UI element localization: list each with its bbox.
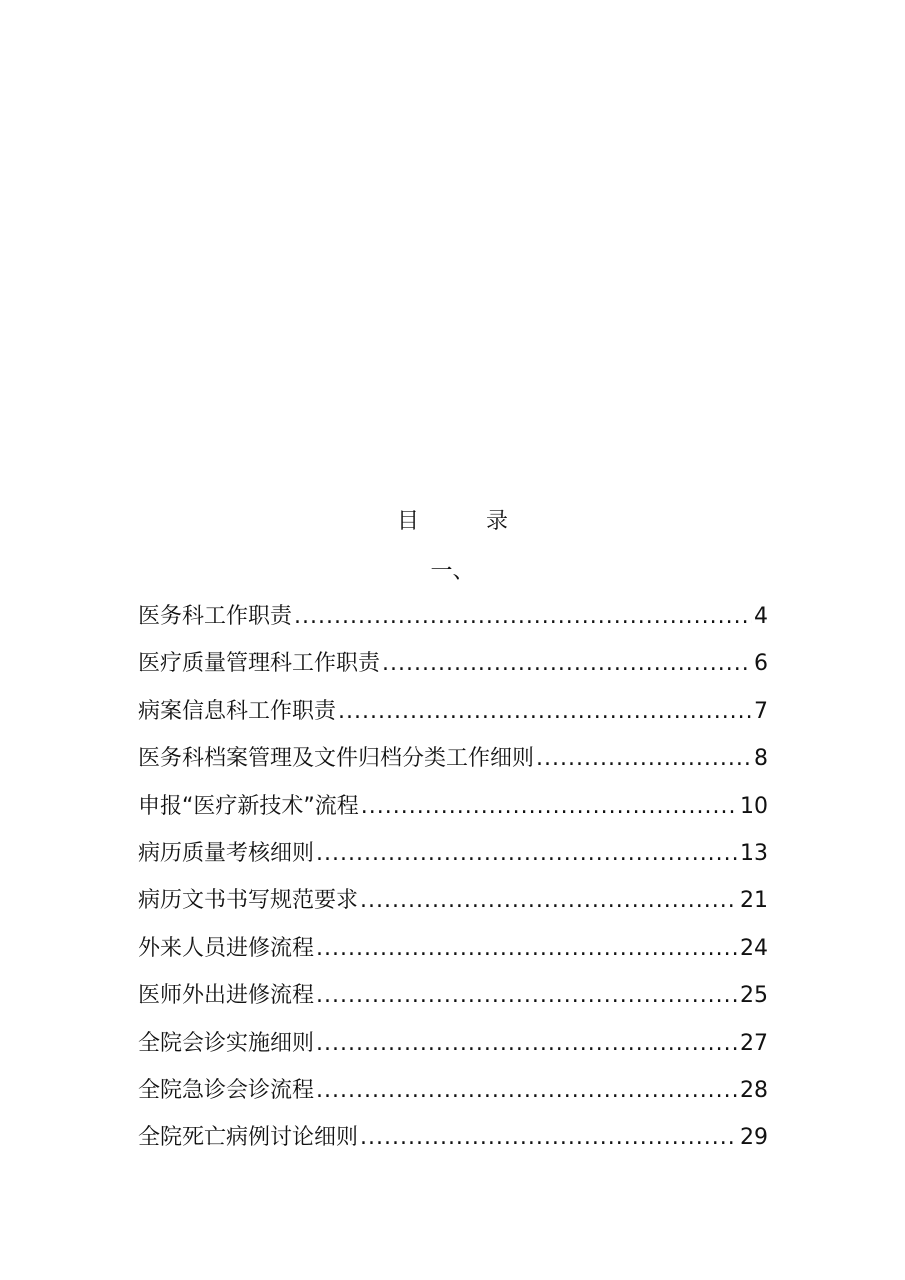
dot-leader bbox=[536, 740, 752, 778]
toc-entry-page: 21 bbox=[740, 888, 768, 914]
toc-entry-page: 29 bbox=[740, 1125, 768, 1151]
toc-entry-label: 医疗质量管理科工作职责 bbox=[138, 651, 381, 677]
toc-entry-label: 全院死亡病例讨论细则 bbox=[138, 1125, 359, 1151]
toc-entry-label: 外来人员进修流程 bbox=[138, 935, 315, 961]
toc-entry-page: 4 bbox=[754, 604, 768, 629]
toc-entry[interactable] bbox=[138, 882, 768, 929]
toc-entry-page: 28 bbox=[740, 1077, 768, 1103]
toc-entry[interactable] bbox=[138, 835, 768, 882]
toc-entry[interactable] bbox=[138, 977, 768, 1024]
toc-entry[interactable] bbox=[138, 693, 768, 740]
dot-leader bbox=[338, 693, 752, 731]
toc-entry[interactable] bbox=[138, 1119, 768, 1166]
toc-entry-page: 27 bbox=[740, 1030, 768, 1056]
toc-entry-label: 病历质量考核细则 bbox=[138, 840, 315, 866]
dot-leader bbox=[316, 835, 738, 873]
dot-leader bbox=[316, 977, 738, 1015]
toc-title: 目 录 bbox=[397, 509, 538, 534]
toc-entry-label: 医务科工作职责 bbox=[138, 604, 293, 629]
toc-entry[interactable] bbox=[138, 1072, 768, 1119]
toc-entry[interactable] bbox=[138, 788, 768, 835]
dot-leader bbox=[382, 645, 752, 683]
toc-section-number: 一、 bbox=[430, 559, 475, 584]
toc-entry[interactable] bbox=[138, 740, 768, 787]
toc-entry-page: 8 bbox=[754, 746, 768, 772]
toc-entry-page: 10 bbox=[740, 793, 768, 819]
toc-entry-label: 申报“医疗新技术”流程 bbox=[138, 793, 359, 819]
toc-entry-label: 医师外出进修流程 bbox=[138, 983, 315, 1009]
dot-leader bbox=[361, 788, 738, 826]
dot-leader bbox=[294, 598, 752, 636]
toc-entry-page: 7 bbox=[754, 698, 768, 724]
toc-entry-label: 医务科档案管理及文件归档分类工作细则 bbox=[138, 746, 535, 772]
toc-list bbox=[138, 598, 768, 1167]
toc-entry-label: 全院急诊会诊流程 bbox=[138, 1077, 315, 1103]
toc-entry-page: 6 bbox=[754, 651, 768, 677]
toc-entry-label: 全院会诊实施细则 bbox=[138, 1030, 315, 1056]
toc-entry[interactable] bbox=[138, 598, 768, 645]
toc-entry[interactable] bbox=[138, 1025, 768, 1072]
dot-leader bbox=[360, 1119, 738, 1157]
toc-entry-label: 病历文书书写规范要求 bbox=[138, 888, 359, 914]
dot-leader bbox=[316, 1025, 738, 1063]
dot-leader bbox=[316, 930, 738, 968]
toc-entry-page: 24 bbox=[740, 935, 768, 961]
toc-entry-page: 25 bbox=[740, 983, 768, 1009]
dot-leader bbox=[360, 882, 738, 920]
dot-leader bbox=[316, 1072, 738, 1110]
toc-entry[interactable] bbox=[138, 645, 768, 692]
toc-entry[interactable] bbox=[138, 930, 768, 977]
toc-entry-label: 病案信息科工作职责 bbox=[138, 698, 337, 724]
toc-entry-page: 13 bbox=[740, 840, 768, 866]
